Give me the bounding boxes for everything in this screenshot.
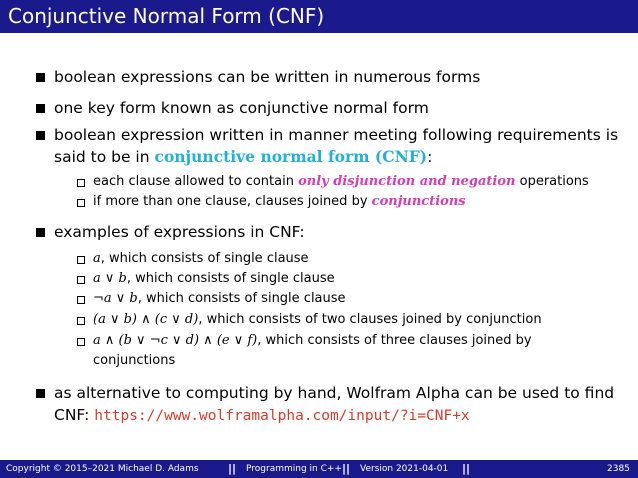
footer-course: Programming in C++ [246, 464, 342, 474]
example-3-text: , which consists of single clause [137, 291, 346, 306]
cnf-label: CNF: [54, 406, 95, 424]
example-1-text: , which consists of single clause [100, 251, 309, 266]
footer-copyright: Copyright © 2015–2021 Michael D. Adams [6, 464, 199, 474]
conjunctions-emphasis: conjunctions [371, 194, 466, 209]
sub-bullet-marker [77, 296, 85, 304]
sub-bullet-marker [77, 256, 85, 264]
bullet-numerous-forms: boolean expressions can be written in numerous forms [54, 68, 481, 86]
bullet-wolfram-line1: as alternative to computing by hand, Wolfram Alpha can be used to find [54, 384, 615, 402]
example-3 [93, 290, 346, 308]
example-1 [93, 250, 309, 268]
example-3-math: ¬a ∨ b [93, 291, 138, 306]
cnf-intro-text: said to be in [54, 148, 155, 166]
footer-separator: || [228, 462, 237, 475]
slide-title: Conjunctive Normal Form (CNF) [8, 4, 325, 28]
example-5-text: , which consists of three clauses joined by [257, 333, 532, 348]
example-2 [93, 270, 335, 288]
footer-separator: || [342, 462, 351, 475]
sub-bullet-marker [77, 317, 85, 325]
cnf-term: conjunctive normal form (CNF) [154, 147, 428, 166]
sub-bullet-marker [77, 338, 85, 346]
bullet-wolfram-line2 [54, 404, 470, 427]
footer-page-number: 2385 [607, 464, 630, 474]
example-4 [93, 311, 542, 329]
example-1-math: a [93, 251, 101, 266]
footer-separator: || [462, 462, 471, 475]
bullet-key-form: one key form known as conjunctive normal form [54, 99, 429, 117]
example-2-math: a ∨ b [93, 271, 127, 286]
bullet-requirements-line2 [54, 146, 432, 168]
example-5 [93, 332, 532, 350]
example-4-text: , which consists of two clauses joined by conjunction [198, 312, 542, 327]
bullet-marker [36, 73, 45, 82]
example-5-continued: conjunctions [93, 353, 176, 368]
clauses-joined-text: if more than one clause, clauses joined by [93, 194, 372, 209]
bullet-marker [36, 104, 45, 113]
example-4-math: (a ∨ b) ∧ (c ∨ d) [93, 312, 199, 327]
colon-text: : [427, 148, 433, 166]
clause-text: each clause allowed to contain [93, 174, 299, 189]
sub-bullet-marker [77, 276, 85, 284]
example-2-text: , which consists of single clause [126, 271, 335, 286]
disjunction-negation-emphasis: only disjunction and negation [298, 174, 516, 189]
sub-bullet-marker [77, 199, 85, 207]
sub-bullet-conjunctions [93, 193, 466, 211]
operations-text: operations [515, 174, 589, 189]
bullet-marker [36, 389, 45, 398]
bullet-examples: examples of expressions in CNF: [54, 223, 305, 241]
footer-version: Version 2021-04-01 [360, 464, 449, 474]
sub-bullet-clause-operations [93, 173, 589, 191]
bullet-marker [36, 131, 45, 140]
wolfram-url-link[interactable]: https://www.wolframalpha.com/input/?i=CNF+x [94, 408, 470, 424]
example-5-math: a ∧ (b ∨ ¬c ∨ d) ∧ (e ∨ f) [93, 333, 258, 348]
bullet-requirements-line1: boolean expression written in manner meeting following requirements is [54, 126, 619, 144]
bullet-marker [36, 228, 45, 237]
footer-bar [0, 460, 638, 478]
sub-bullet-marker [77, 179, 85, 187]
